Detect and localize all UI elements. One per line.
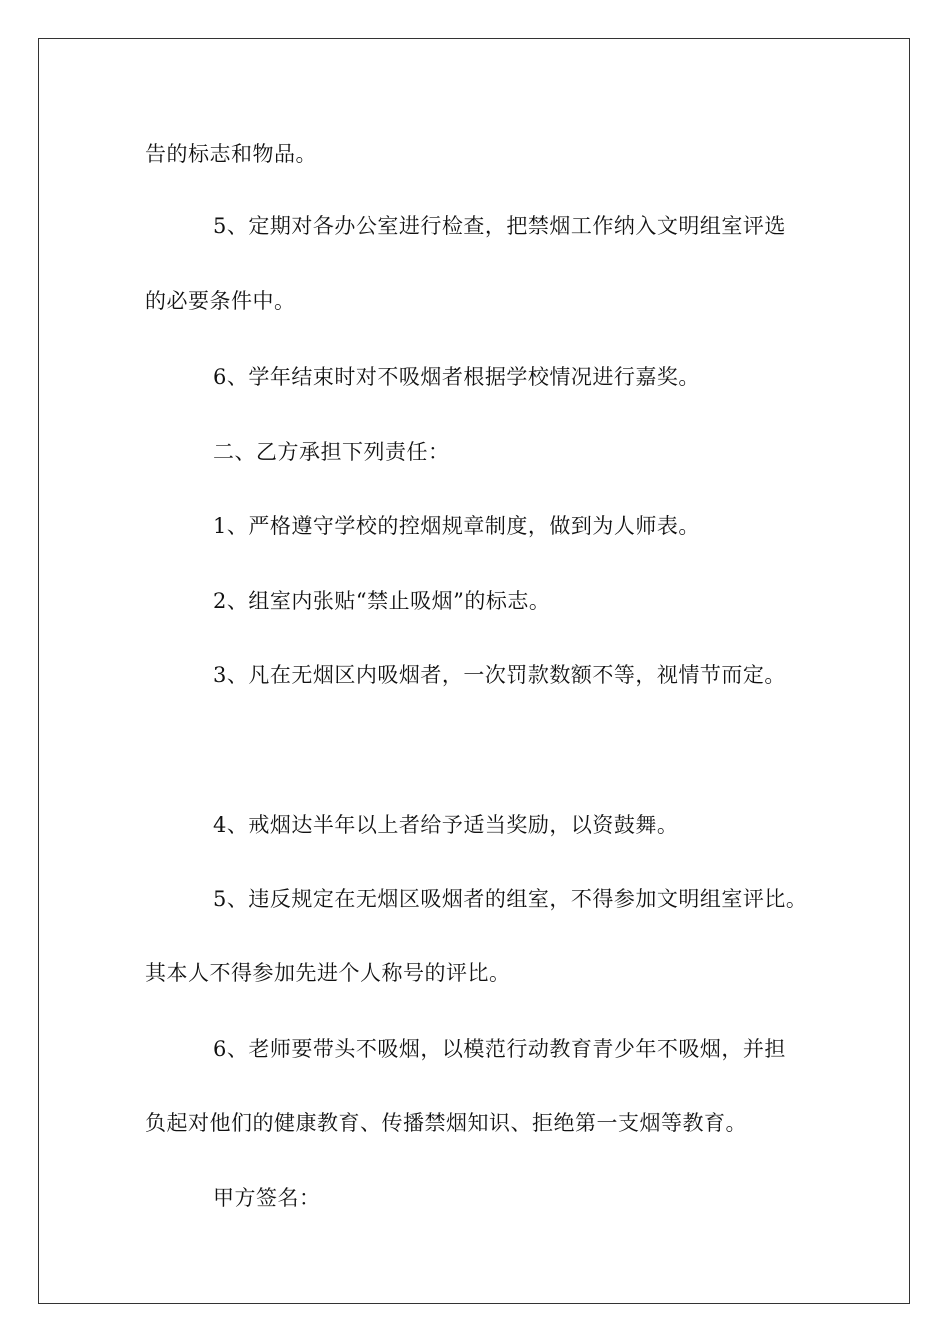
paragraph-line: 负起对他们的健康教育、传播禁烟知识、拒绝第一支烟等教育。 bbox=[145, 1111, 747, 1135]
paragraph-line: 2、组室内张贴“禁止吸烟”的标志。 bbox=[213, 589, 551, 613]
paragraph-line: 1、严格遵守学校的控烟规章制度，做到为人师表。 bbox=[213, 514, 700, 538]
paragraph-line: 其本人不得参加先进个人称号的评比。 bbox=[145, 961, 511, 985]
paragraph-line: 5、定期对各办公室进行检查，把禁烟工作纳入文明组室评选 bbox=[213, 214, 786, 238]
paragraph-line: 4、戒烟达半年以上者给予适当奖励，以资鼓舞。 bbox=[213, 813, 679, 837]
paragraph-line: 6、学年结束时对不吸烟者根据学校情况进行嘉奖。 bbox=[213, 365, 700, 389]
section-heading: 二、乙方承担下列责任： bbox=[213, 440, 450, 464]
paragraph-line: 的必要条件中。 bbox=[145, 289, 296, 313]
paragraph-line: 6、老师要带头不吸烟，以模范行动教育青少年不吸烟，并担 bbox=[213, 1037, 786, 1061]
paragraph-line: 5、违反规定在无烟区吸烟者的组室，不得参加文明组室评比。 bbox=[213, 887, 808, 911]
signature-label: 甲方签名： bbox=[213, 1186, 321, 1210]
paragraph-line: 告的标志和物品。 bbox=[145, 142, 317, 166]
paragraph-line: 3、凡在无烟区内吸烟者，一次罚款数额不等，视情节而定。 bbox=[213, 663, 786, 687]
